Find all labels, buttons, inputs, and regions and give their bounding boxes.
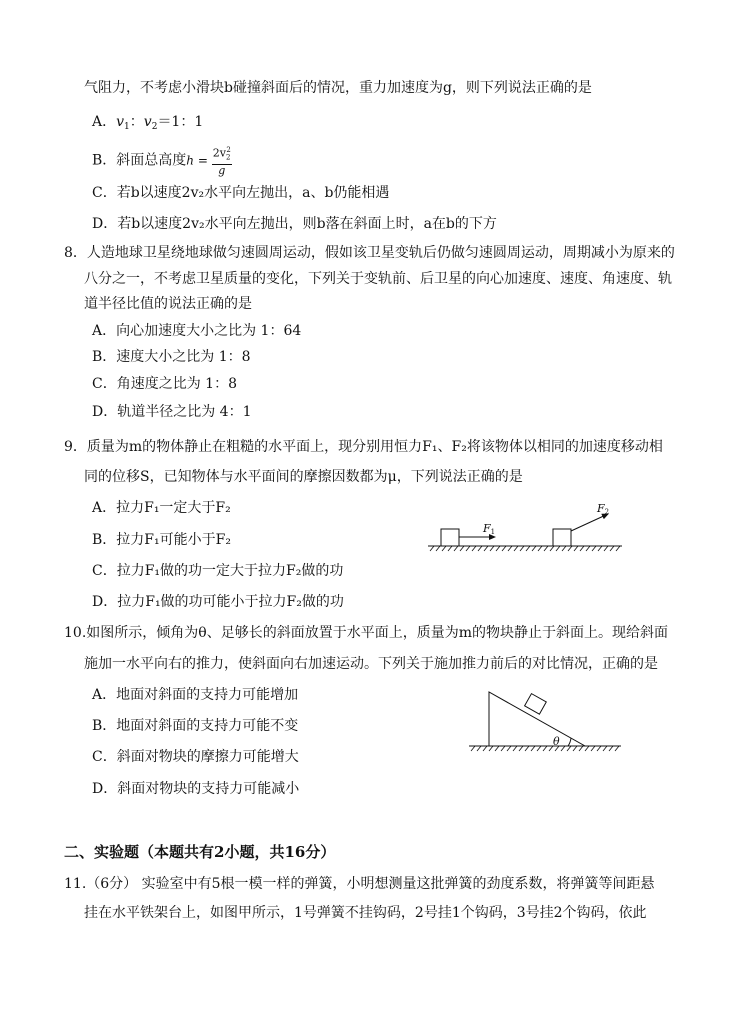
q8-option-a: A．向心加速度大小之比为 1：64 [92,323,302,339]
q7-option-b-label: B．斜面总高度 [92,152,187,169]
q9-stem-line1: 9．质量为m的物体静止在粗糙的水平面上，现分别用恒力F₁、F₂将该物体以相同的加速度移动相 [64,439,663,455]
q7-option-c: C．若b以速度2v₂水平向左抛出，a、b仍能相遇 [92,185,390,201]
q7-option-a-tail: ＝1：1 [157,114,204,130]
q7-option-b-denominator: g [218,163,226,177]
q9-ground-hatching [430,546,620,551]
q9-figure [425,500,625,560]
q10-option-c: C．斜面对物块的摩擦力可能增大 [92,749,299,765]
q7-option-b-numerator: $2v_2^2$ [212,144,232,165]
q9-option-b: B．拉力F₁可能小于F₂ [92,532,231,548]
q8-stem-line2: 八分之一，不考虑卫星质量的变化，下列关于变轨前、后卫星的向心加速度、速度、角速度、轨 [84,271,672,287]
q10-figure [465,688,625,760]
q9-block-1 [441,529,459,546]
q7-option-a-sub2: 2 [151,122,158,132]
q9-force-f2-label: F2 [597,502,610,516]
q9-option-a: A．拉力F₁一定大于F₂ [92,500,231,516]
q9-force-f1-label: F1 [483,522,496,536]
q10-angle-label: θ [553,735,560,748]
q8-stem-line3: 道半径比值的说法正确的是 [84,296,252,312]
q7-option-b-fraction [212,144,232,177]
q7-option-d: D．若b以速度2v₂水平向左抛出，则b落在斜面上时，a在b的下方 [92,216,497,232]
q8-stem-line1: 8．人造地球卫星绕地球做匀速圆周运动，假如该卫星变轨后仍做匀速圆周运动，周期减小为原来的 [64,245,675,261]
q10-option-a: A．地面对斜面的支持力可能增加 [92,687,299,703]
q10-ground-hatching [471,746,619,751]
q10-option-b: B．地面对斜面的支持力可能不变 [92,718,299,734]
q9-option-d: D．拉力F₁做的功可能小于拉力F₂做的功 [92,594,344,610]
q8-option-d: D．轨道半径之比为 4：1 [92,404,252,420]
q7-option-a-sub1: 1 [124,122,130,132]
q9-option-c: C．拉力F₁做的功一定大于拉力F₂做的功 [92,563,344,579]
q9-force-f2-arrow [571,514,608,531]
q7-option-b-eq: = [194,153,212,168]
q7-option-a-v2: v [143,114,152,130]
q7-option-a [92,112,203,137]
section-2-title: 二、实验题（本题共有2小题，共16分） [64,843,336,861]
q11-stem-line1: 11.（6分） 实验室中有5根一模一样的弹簧，小明想测量这批弹簧的劲度系数，将弹簧等间距悬 [64,876,655,892]
q8-option-c: C．角速度之比为 1：8 [92,376,237,392]
q11-stem-line2: 挂在水平铁架台上，如图甲所示，1号弹簧不挂钩码，2号挂1个钩码，3号挂2个钩码，依此 [84,905,647,921]
q7-option-a-colon: ： [129,114,144,130]
q7-option-a-label: A． [92,114,117,130]
q9-block-2 [553,529,571,546]
q10-stem-line1: 10.如图所示，倾角为θ、足够长的斜面放置于水平面上，质量为m的物块静止于斜面上。现给斜面 [64,625,668,641]
q10-stem-line2: 施加一水平向右的推力，使斜面向右加速运动。下列关于施加推力前后的对比情况，正确的是 [84,656,658,672]
q7-option-b [92,144,232,177]
q7-option-a-v1: v [116,114,125,130]
q8-option-b: B．速度大小之比为 1：8 [92,349,251,365]
q7-stem-continuation: 气阻力，不考虑小滑块b碰撞斜面后的情况，重力加速度为g，则下列说法正确的是 [84,80,592,96]
q9-stem-line2: 同的位移S，已知物体与水平面间的摩擦因数都为μ，下列说法正确的是 [84,469,523,485]
q10-option-d: D．斜面对物块的支持力可能减小 [92,781,300,797]
q7-option-b-h: h [186,153,195,168]
q10-block [525,694,547,715]
